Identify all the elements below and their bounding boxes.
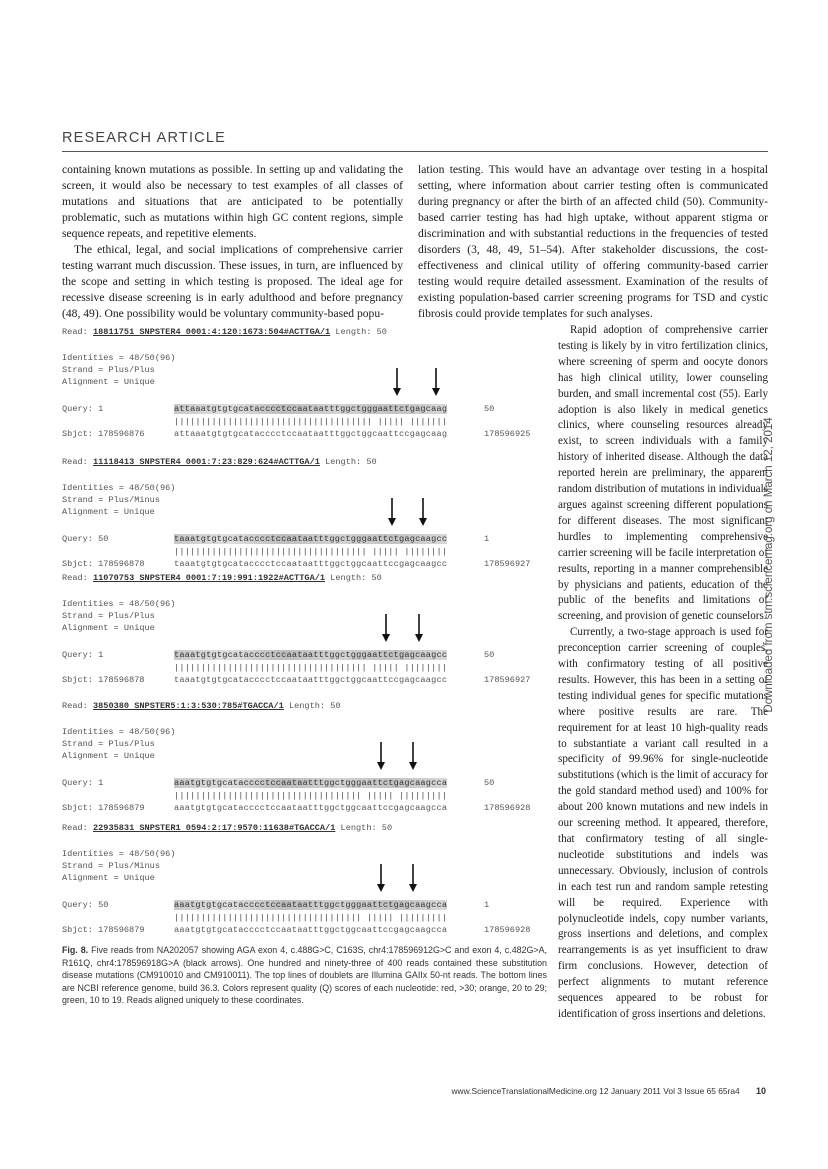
caption-label: Fig. 8.	[62, 945, 89, 955]
query-sequence: aaatgtgtgcatacccctccaataatttggctgggaattctgagcaagcca	[174, 778, 448, 788]
query-end: 1	[484, 534, 490, 544]
read-line: Read: 11070753 SNPSTER4 0001:7:19:991:1922#ACTTGA/1 Length: 50	[62, 573, 382, 583]
query-end: 50	[484, 778, 495, 788]
identities: Identities = 48/50(96)	[62, 483, 176, 493]
identities: Identities = 48/50(96)	[62, 599, 176, 609]
subject-sequence: attaaatgtgtgcatacccctccaataatttggctggcaattccgagcaag	[174, 429, 448, 439]
strand: Strand = Plus/Plus	[62, 739, 155, 749]
download-watermark	[760, 400, 778, 730]
section-header: RESEARCH ARTICLE	[62, 130, 226, 146]
sbjct-label: Sbjct: 178596876	[62, 429, 145, 439]
down-arrow-icon	[376, 864, 386, 892]
match-bars: ||||||||||||||||||||||||||||||||||| ||||| |||||||||	[174, 791, 448, 801]
match-bars: |||||||||||||||||||||||||||||||||||| ||||| ||||||||	[174, 547, 448, 557]
read-id: 11070753 SNPSTER4 0001:7:19:991:1922#ACTTGA/1	[92, 573, 326, 583]
query-label: Query: 1	[62, 404, 104, 414]
identities: Identities = 48/50(96)	[62, 353, 176, 363]
right-column-top	[418, 162, 768, 322]
down-arrow-icon	[414, 614, 424, 642]
query-sequence: taaatgtgtgcatacccctccaataatttggctgggaattctgagcaagcc	[174, 650, 448, 660]
down-arrow-icon	[418, 498, 428, 526]
header-rule	[62, 151, 768, 152]
alignment-uniqueness: Alignment = Unique	[62, 623, 155, 633]
identities: Identities = 48/50(96)	[62, 727, 176, 737]
down-arrow-icon	[381, 614, 391, 642]
alignment-uniqueness: Alignment = Unique	[62, 751, 155, 761]
journal-info: www.ScienceTranslationalMedicine.org 12 January 2011 Vol 3 Issue 65 65ra4	[451, 1086, 740, 1096]
subject-sequence: taaatgtgtgcatacccctccaataatttggctggcaattccgagcaagcc	[174, 559, 448, 569]
sbjct-label: Sbjct: 178596879	[62, 925, 145, 935]
figure-8-alignments	[62, 324, 550, 938]
match-bars: ||||||||||||||||||||||||||||||||||| ||||| |||||||||	[174, 913, 448, 923]
page-footer	[451, 1086, 766, 1096]
read-id: 3850380 SNPSTER5:1:3:530:785#TGACCA/1	[92, 701, 284, 711]
down-arrow-icon	[431, 368, 441, 396]
down-arrow-icon	[392, 368, 402, 396]
sbjct-end: 178596927	[484, 559, 531, 569]
alignment-block	[62, 698, 550, 822]
read-id: 22935831 SNPSTER1 0594:2:17:9570:11638#TGACCA/1	[92, 823, 336, 833]
strand: Strand = Plus/Plus	[62, 365, 155, 375]
strand: Strand = Plus/Plus	[62, 611, 155, 621]
alignment-uniqueness: Alignment = Unique	[62, 873, 155, 883]
query-label: Query: 1	[62, 650, 104, 660]
subject-sequence: aaatgtgtgcatacccctccaataatttggctggcaattccgagcaagcca	[174, 803, 448, 813]
identities: Identities = 48/50(96)	[62, 849, 176, 859]
match-bars: |||||||||||||||||||||||||||||||||||| ||||| ||||||||	[174, 663, 448, 673]
query-end: 1	[484, 900, 490, 910]
strand: Strand = Plus/Minus	[62, 495, 160, 505]
query-label: Query: 50	[62, 900, 109, 910]
paragraph: lation testing. This would have an advantage over testing in a hospital setting, where information about carrier testing often is communicated during pregnancy or after the birth of an affected child (50). Community-based carrier testing has had high uptake, without apparent stigma or discrimination and with substantial reductions in the frequencies of tested disorders (3, 48, 49, 51–54). After stakeholder discussions, the cost-effectiveness and clinical utility of offering community-based carrier testing would require detailed assessment. Examination of the results of existing population-based carrier screening programs for TSD and cystic fibrosis could provide templates for such analyses.	[418, 163, 768, 321]
query-sequence: aaatgtgtgcatacccctccaataatttggctgggaattctgagcaagcca	[174, 900, 448, 910]
right-column-narrow	[558, 323, 768, 1023]
sbjct-label: Sbjct: 178596878	[62, 559, 145, 569]
alignment-block	[62, 570, 550, 694]
sbjct-end: 178596928	[484, 803, 531, 813]
read-line: Read: 3850380 SNPSTER5:1:3:530:785#TGACCA/1 Length: 50	[62, 701, 341, 711]
paragraph: The ethical, legal, and social implications of comprehensive carrier testing warrant much discussion. These issues, in turn, are influenced by the scope and setting in which testing is proposed. The ideal age for recessive disease screening is in early adulthood and before pregnancy (48, 49). One possibility would be voluntary community-based popu-	[62, 243, 403, 321]
paragraph: Currently, a two-stage approach is used for preconception carrier screening of couples, with confirmatory testing of all positive results. However, this has been in a setting of testing individual genes for specific mutations where positive results are rare. The requirement for at least 10 high-quality reads to substantiate a variant call resulted in a specificity of 99.96% for single-nucleotide substitutions (which is the limit of accuracy for the gold standard method used) and 100% for about 200 known mutations and new indels in our screening method. It appeared, therefore, that confirmatory testing of all single-nucleotide substitutions and indels was unnecessary. Obviously, inclusion of controls in each test run and random sample retesting will be required. Experience with polynucleotide indels, copy number variants, gross insertions and deletions, and complex rearrangements is as yet insufficient to draw firm conclusions. However, detection of perfect alignments to mutant reference sequences appeared to be robust for identification of gross insertions and deletions.	[558, 626, 768, 1020]
paragraph: Rapid adoption of comprehensive carrier testing is likely by in vitro fertilization clinics, where screening of sperm and oocyte donors has high clinical utility, lower counseling burden, and small incremental cost (55). Early adoption is also likely in medical genetics clinics, where counseling resources already exist, to screen individuals with a family history of inherited disease. Although the data reported herein are preliminary, the apparent random distribution of mutations in individuals argues against screening different populations for different diseases. The most significant hurdles to implementing comprehensive carrier screening will be facile interpretation of results, reporting in a manner comprehensible by physicians and patients, education of the public of the benefits and limitations of screening, and provision of genetic counselors.	[558, 324, 768, 623]
down-arrow-icon	[387, 498, 397, 526]
alignment-block	[62, 324, 550, 448]
alignment-uniqueness: Alignment = Unique	[62, 507, 155, 517]
alignment-block	[62, 454, 550, 578]
page-number: 10	[755, 1086, 766, 1096]
query-sequence: taaatgtgtgcatacccctccaataatttggctgggaattctgagcaagcc	[174, 534, 448, 544]
download-watermark-text: Downloaded from stm.sciencemag.org on March 12, 2014	[763, 417, 775, 713]
sbjct-label: Sbjct: 178596879	[62, 803, 145, 813]
query-label: Query: 1	[62, 778, 104, 788]
alignment-uniqueness: Alignment = Unique	[62, 377, 155, 387]
down-arrow-icon	[408, 864, 418, 892]
sbjct-label: Sbjct: 178596878	[62, 675, 145, 685]
read-id: 11118413 SNPSTER4 0001:7:23:829:624#ACTTGA/1	[92, 457, 320, 467]
read-id: 18811751 SNPSTER4 0001:4:120:1673:504#ACTTGA/1	[92, 327, 331, 337]
alignment-block	[62, 820, 550, 944]
read-line: Read: 18811751 SNPSTER4 0001:4:120:1673:504#ACTTGA/1 Length: 50	[62, 327, 387, 337]
read-line: Read: 22935831 SNPSTER1 0594:2:17:9570:11638#TGACCA/1 Length: 50	[62, 823, 393, 833]
paragraph: containing known mutations as possible. In setting up and validating the screen, it would also be necessary to test examples of all classes of mutations and situations that are anticipated to be potentially problematic, such as mutations within high GC content regions, simple sequence repeats, and repetitive elements.	[62, 163, 403, 241]
sbjct-end: 178596928	[484, 925, 531, 935]
caption-text: Five reads from NA202057 showing AGA exon 4, c.488G>C, C163S, chr4:178596912G>C and exon 4, c.482G>A, R161Q, chr4:178596918G>A (black arrows). One hundred and ninety-three of 400 reads contained these substitution disease mutations (CM910010 and CM910011). The top lines of doublets are Illumina GAIIx 50-nt reads. The bottom lines are NCBI reference genome, build 36.3. Colors represent quality (Q) scores of each nucleotide: red, >30; orange, 20 to 29; green, 10 to 19. Reads aligned uniquely to these coordinates.	[62, 945, 547, 1006]
query-label: Query: 50	[62, 534, 109, 544]
query-end: 50	[484, 650, 495, 660]
down-arrow-icon	[376, 742, 386, 770]
query-end: 50	[484, 404, 495, 414]
query-sequence: attaaatgtgtgcatacccctccaataatttggctgggaattctgagcaag	[174, 404, 448, 414]
left-column-top	[62, 162, 403, 322]
subject-sequence: aaatgtgtgcatacccctccaataatttggctggcaattccgagcaagcca	[174, 925, 448, 935]
read-line: Read: 11118413 SNPSTER4 0001:7:23:829:624#ACTTGA/1 Length: 50	[62, 457, 377, 467]
sbjct-end: 178596927	[484, 675, 531, 685]
down-arrow-icon	[408, 742, 418, 770]
match-bars: ||||||||||||||||||||||||||||||||||||| ||||| |||||||	[174, 417, 448, 427]
figure-caption	[62, 944, 547, 1007]
strand: Strand = Plus/Minus	[62, 861, 160, 871]
subject-sequence: taaatgtgtgcatacccctccaataatttggctggcaattccgagcaagcc	[174, 675, 448, 685]
sbjct-end: 178596925	[484, 429, 531, 439]
